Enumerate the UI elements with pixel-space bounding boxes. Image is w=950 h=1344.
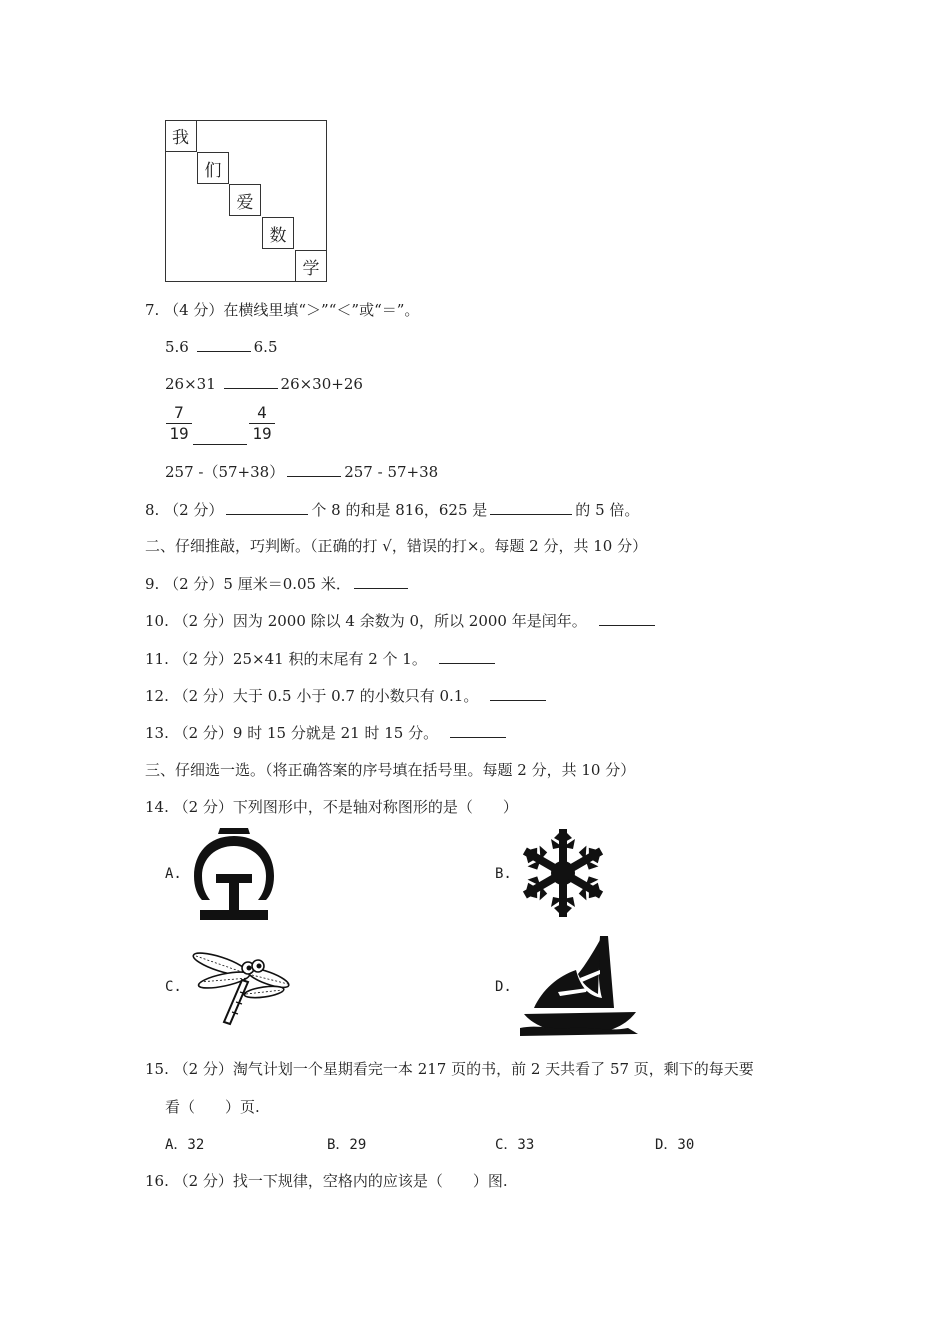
section-3-heading: 三、仔细选一选。（将正确答案的序号填在括号里。每题 2 分，共 10 分） (145, 761, 636, 779)
q7-fraction-2 (248, 403, 276, 444)
station-icon (188, 824, 280, 922)
q15-line-1: 15. （2 分）淘气计划一个星期看完一本 217 页的书，前 2 天共看了 57 页，剩下的每天要 (145, 1060, 754, 1078)
q7-blank-3[interactable] (193, 443, 247, 445)
q14-stem: 14. （2 分）下列图形中，不是轴对称图形的是（ ） (145, 798, 518, 816)
q8 (145, 499, 639, 520)
section-2-heading: 二、仔细推敲，巧判断。（正确的打 √，错误的打×。每题 2 分，共 10 分） (145, 537, 648, 555)
q7-line4 (165, 461, 438, 482)
q13 (145, 722, 509, 743)
q14-option-d-label[interactable]: D. (495, 979, 512, 995)
q7-stem: 7. （4 分）在横线里填“＞”“＜”或“＝”。 (145, 301, 420, 319)
q15-line-2: 看（ ）页. (165, 1098, 260, 1116)
q7-fraction-1 (165, 403, 193, 444)
diagram-cell-2: 们 (197, 152, 229, 184)
q10-text: 10. （2 分）因为 2000 除以 4 余数为 0，所以 2000 年是闰年。 (145, 612, 587, 630)
q14-option-b-label[interactable]: B. (495, 866, 512, 882)
q10 (145, 610, 658, 631)
sailboat-icon (518, 934, 642, 1038)
diagram-cell-5: 学 (295, 250, 327, 282)
q7-line4-left: 257 -（57+38） (165, 463, 285, 481)
q7-line2 (165, 374, 363, 393)
q7-blank-1[interactable] (197, 337, 251, 352)
q12 (145, 685, 549, 706)
q13-text: 13. （2 分）9 时 15 分就是 21 时 15 分。 (145, 724, 439, 742)
diagram-cell-3: 爱 (229, 184, 261, 216)
diagram-cell-1: 我 (165, 120, 197, 152)
q9 (145, 573, 411, 594)
fraction-1-denominator: 19 (169, 424, 189, 443)
q8-blank-1[interactable] (226, 500, 308, 515)
q10-blank[interactable] (599, 611, 655, 626)
q13-blank[interactable] (450, 723, 506, 738)
q12-blank[interactable] (490, 686, 546, 701)
q11 (145, 648, 498, 669)
q15-option-a[interactable]: A．32 (165, 1137, 205, 1153)
q8-middle: 个 8 的和是 816，625 是 (311, 501, 488, 519)
q7-line4-right: 257 - 57+38 (344, 463, 439, 481)
dragonfly-icon (190, 944, 292, 1028)
q15-option-d[interactable]: D．30 (655, 1137, 695, 1153)
q16: 16. （2 分）找一下规律，空格内的应该是（ ）图. (145, 1172, 508, 1190)
q8-blank-2[interactable] (490, 500, 572, 515)
q9-text: 9. （2 分）5 厘米＝0.05 米． (145, 575, 351, 593)
snowflake-icon (518, 826, 608, 920)
diagram-cell-4: 数 (262, 217, 294, 249)
q11-text: 11. （2 分）25×41 积的末尾有 2 个 1。 (145, 650, 427, 668)
q15-option-c[interactable]: C．33 (495, 1137, 535, 1153)
q7-line1-left: 5.6 (165, 338, 189, 356)
fraction-1-numerator: 7 (174, 403, 184, 422)
q7-line1-right: 6.5 (253, 338, 278, 356)
q14-option-a-label[interactable]: A. (165, 866, 182, 882)
q7-line2-left: 26×31 (165, 375, 216, 393)
fraction-2-numerator: 4 (257, 403, 267, 422)
q15-option-b[interactable]: B．29 (327, 1137, 367, 1153)
q11-blank[interactable] (439, 649, 495, 664)
q8-suffix: 的 5 倍。 (575, 501, 640, 519)
q9-blank[interactable] (354, 574, 408, 589)
fraction-2-denominator: 19 (252, 424, 272, 443)
q7-blank-4[interactable] (287, 462, 341, 477)
q7-line2-right: 26×30+26 (280, 375, 363, 393)
staircase-diagram (165, 120, 327, 282)
q12-text: 12. （2 分）大于 0.5 小于 0.7 的小数只有 0.1。 (145, 687, 479, 705)
q8-prefix: 8. （2 分） (145, 501, 224, 519)
q7-line1 (165, 337, 278, 356)
q7-blank-2[interactable] (224, 374, 278, 389)
q14-option-c-label[interactable]: C. (165, 979, 182, 995)
